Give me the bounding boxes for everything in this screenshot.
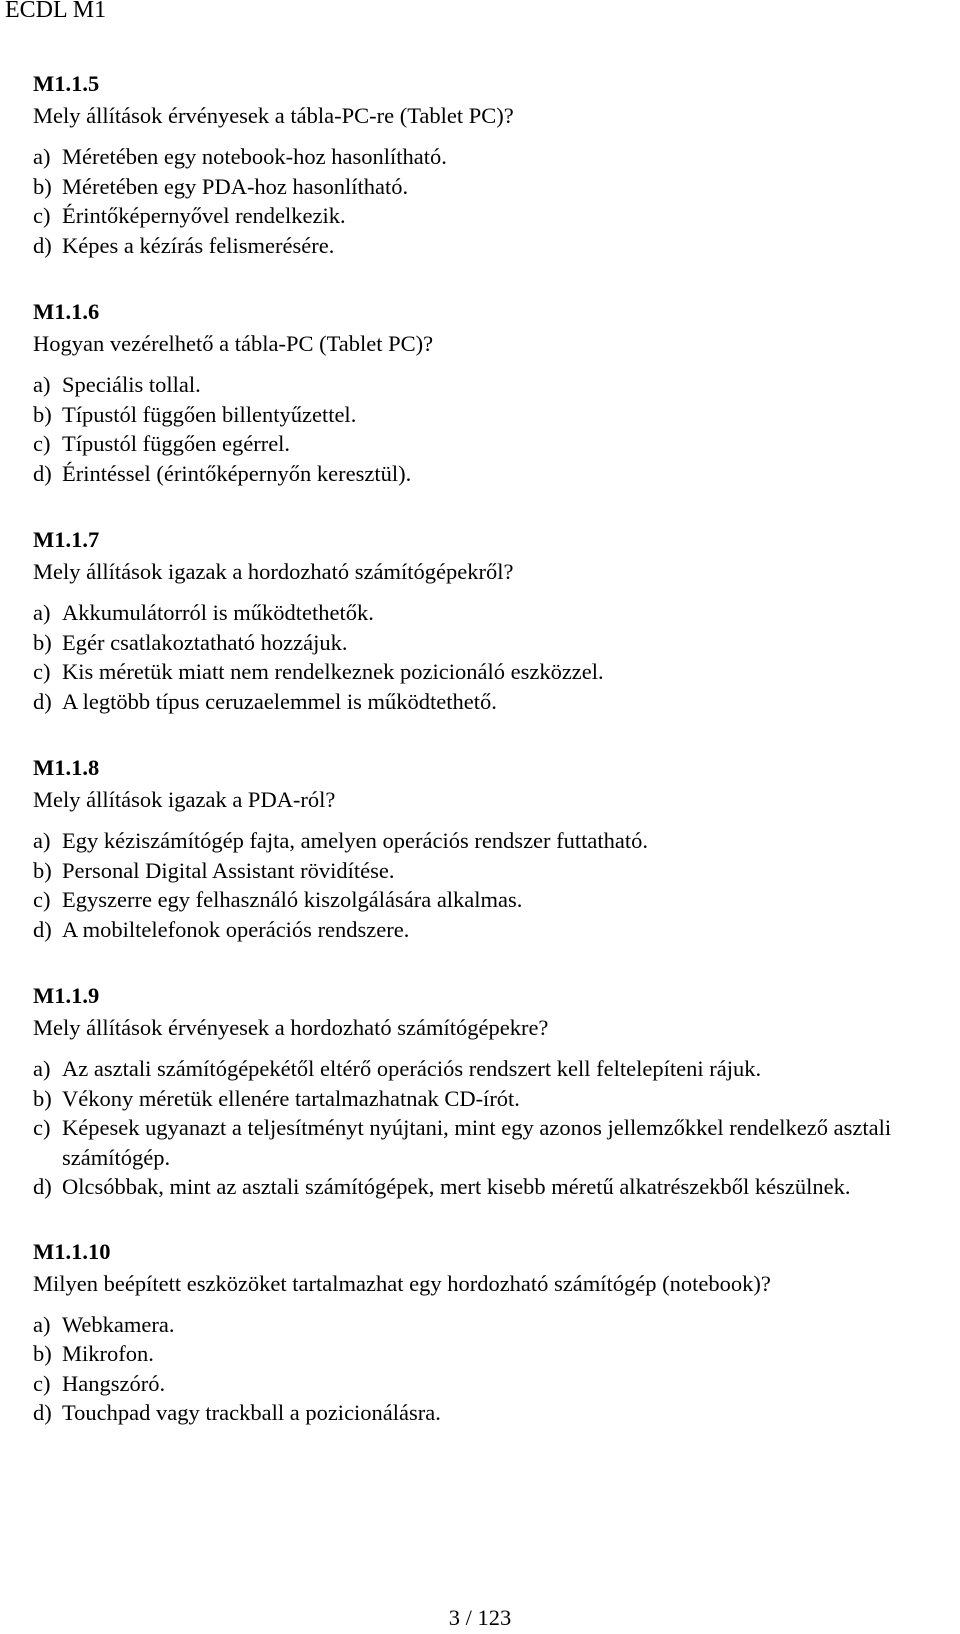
answer-option	[0, 429, 960, 459]
answer-letter: c)	[33, 1115, 51, 1140]
answer-text: Az asztali számítógépekétől eltérő operációs rendszert kell feltelepíteni rájuk.	[62, 1056, 762, 1081]
answer-text: Touchpad vagy trackball a pozicionálásra.	[62, 1400, 441, 1425]
answer-text: Egyszerre egy felhasználó kiszolgálására alkalmas.	[62, 887, 523, 912]
answer-option	[0, 1172, 960, 1202]
answer-letter: c)	[33, 1370, 51, 1396]
question-text: Mely állítások igazak a PDA-ról?	[33, 787, 336, 812]
answer-list	[0, 1054, 960, 1202]
answer-option	[0, 628, 960, 658]
answer-option	[0, 657, 960, 687]
answer-letter: d)	[33, 688, 52, 714]
question-spacer	[0, 716, 960, 754]
question-spacer	[0, 260, 960, 298]
answer-option	[0, 400, 960, 430]
answer-text: Speciális tollal.	[62, 372, 201, 397]
answer-option	[0, 885, 960, 915]
question-block	[0, 526, 960, 716]
answer-text: Képes a kézírás felismerésére.	[62, 232, 335, 258]
answer-letter: b)	[33, 629, 52, 655]
question-id: M1.1.8	[33, 755, 100, 780]
answer-option	[0, 1369, 960, 1399]
question-text: Mely állítások igazak a hordozható számítógépekről?	[33, 559, 514, 584]
answer-option	[0, 1113, 960, 1172]
answer-option	[0, 231, 960, 261]
question-list	[0, 70, 960, 1428]
answer-letter: a)	[33, 1056, 51, 1081]
answer-letter: a)	[33, 600, 51, 625]
answer-letter: d)	[33, 1174, 52, 1199]
answer-letter: b)	[33, 857, 52, 883]
answer-option	[0, 201, 960, 231]
answer-option	[0, 1310, 960, 1340]
answer-letter: a)	[33, 372, 51, 397]
answer-text: Mikrofon.	[62, 1341, 154, 1366]
question-id: M1.1.5	[33, 71, 100, 96]
answer-option	[0, 915, 960, 945]
answer-text: Egér csatlakoztatható hozzájuk.	[62, 629, 348, 655]
answer-option	[0, 459, 960, 489]
answer-option	[0, 1398, 960, 1428]
answer-letter: b)	[33, 173, 52, 199]
answer-option	[0, 142, 960, 172]
answer-letter: c)	[33, 431, 51, 456]
question-block	[0, 982, 960, 1202]
question-block	[0, 1238, 960, 1428]
answer-letter: b)	[33, 401, 52, 427]
answer-list	[0, 142, 960, 260]
answer-letter: c)	[33, 203, 51, 228]
question-id: M1.1.10	[33, 1238, 111, 1264]
answer-text: Webkamera.	[62, 1311, 175, 1337]
answer-option	[0, 598, 960, 628]
question-text: Milyen beépített eszközöket tartalmazhat egy hordozható számítógép (notebook)?	[33, 1270, 771, 1296]
answer-letter: d)	[33, 460, 52, 486]
answer-text: Olcsóbbak, mint az asztali számítógépek, mert kisebb méretű alkatrészekből készülnek.	[62, 1174, 851, 1199]
answer-option	[0, 826, 960, 856]
answer-text: Egy kéziszámítógép fajta, amelyen operációs rendszer futtatható.	[62, 828, 648, 853]
answer-text: Personal Digital Assistant rövidítése.	[62, 857, 395, 883]
answer-option	[0, 1054, 960, 1084]
answer-letter: d)	[33, 916, 52, 942]
answer-letter: d)	[33, 232, 52, 258]
question-id: M1.1.9	[33, 983, 100, 1008]
answer-list	[0, 1310, 960, 1428]
answer-letter: b)	[33, 1085, 52, 1111]
answer-option	[0, 172, 960, 202]
answer-text: Kis méretük miatt nem rendelkeznek pozicionáló eszközzel.	[62, 659, 604, 684]
answer-text: Méretében egy notebook-hoz hasonlítható.	[62, 144, 447, 169]
answer-text: Típustól függően billentyűzettel.	[62, 401, 357, 427]
question-spacer	[0, 1202, 960, 1238]
answer-option	[0, 370, 960, 400]
question-id: M1.1.6	[33, 299, 100, 324]
question-text: Mely állítások érvényesek a hordozható számítógépekre?	[33, 1015, 549, 1040]
page-number: 3 / 123	[448, 1605, 512, 1630]
answer-option	[0, 687, 960, 717]
answer-option	[0, 1339, 960, 1369]
question-block	[0, 70, 960, 260]
answer-text: A legtöbb típus ceruzaelemmel is működtethető.	[62, 688, 497, 714]
answer-text: Képesek ugyanazt a teljesítményt nyújtani, mint egy azonos jellemzőkkel rendelkező asztali számítógép.	[62, 1115, 892, 1170]
answer-letter: d)	[33, 1400, 52, 1425]
answer-list	[0, 370, 960, 488]
answer-text: Érintőképernyővel rendelkezik.	[62, 203, 346, 228]
answer-option	[0, 856, 960, 886]
answer-letter: a)	[33, 1311, 51, 1337]
answer-text: Hangszóró.	[62, 1370, 166, 1396]
page-header: ECDL M1	[5, 0, 107, 23]
answer-letter: a)	[33, 144, 51, 169]
question-text: Hogyan vezérelhető a tábla-PC (Tablet PC)?	[33, 331, 434, 356]
answer-letter: c)	[33, 887, 51, 912]
question-text: Mely állítások érvényesek a tábla-PC-re (Tablet PC)?	[33, 103, 514, 128]
question-block	[0, 754, 960, 944]
answer-text: Méretében egy PDA-hoz hasonlítható.	[62, 173, 409, 199]
answer-list	[0, 826, 960, 944]
answer-letter: a)	[33, 828, 51, 853]
question-id: M1.1.7	[33, 527, 100, 552]
answer-list	[0, 598, 960, 716]
question-spacer	[0, 488, 960, 526]
answer-text: A mobiltelefonok operációs rendszere.	[62, 916, 410, 942]
answer-letter: b)	[33, 1341, 52, 1366]
answer-letter: c)	[33, 659, 51, 684]
answer-text: Típustól függően egérrel.	[62, 431, 291, 456]
answer-text: Akkumulátorról is működtethetők.	[62, 600, 374, 625]
answer-text: Vékony méretük ellenére tartalmazhatnak CD-írót.	[62, 1085, 520, 1111]
question-spacer	[0, 944, 960, 982]
answer-option	[0, 1084, 960, 1114]
question-block	[0, 298, 960, 488]
answer-text: Érintéssel (érintőképernyőn keresztül).	[62, 460, 412, 486]
